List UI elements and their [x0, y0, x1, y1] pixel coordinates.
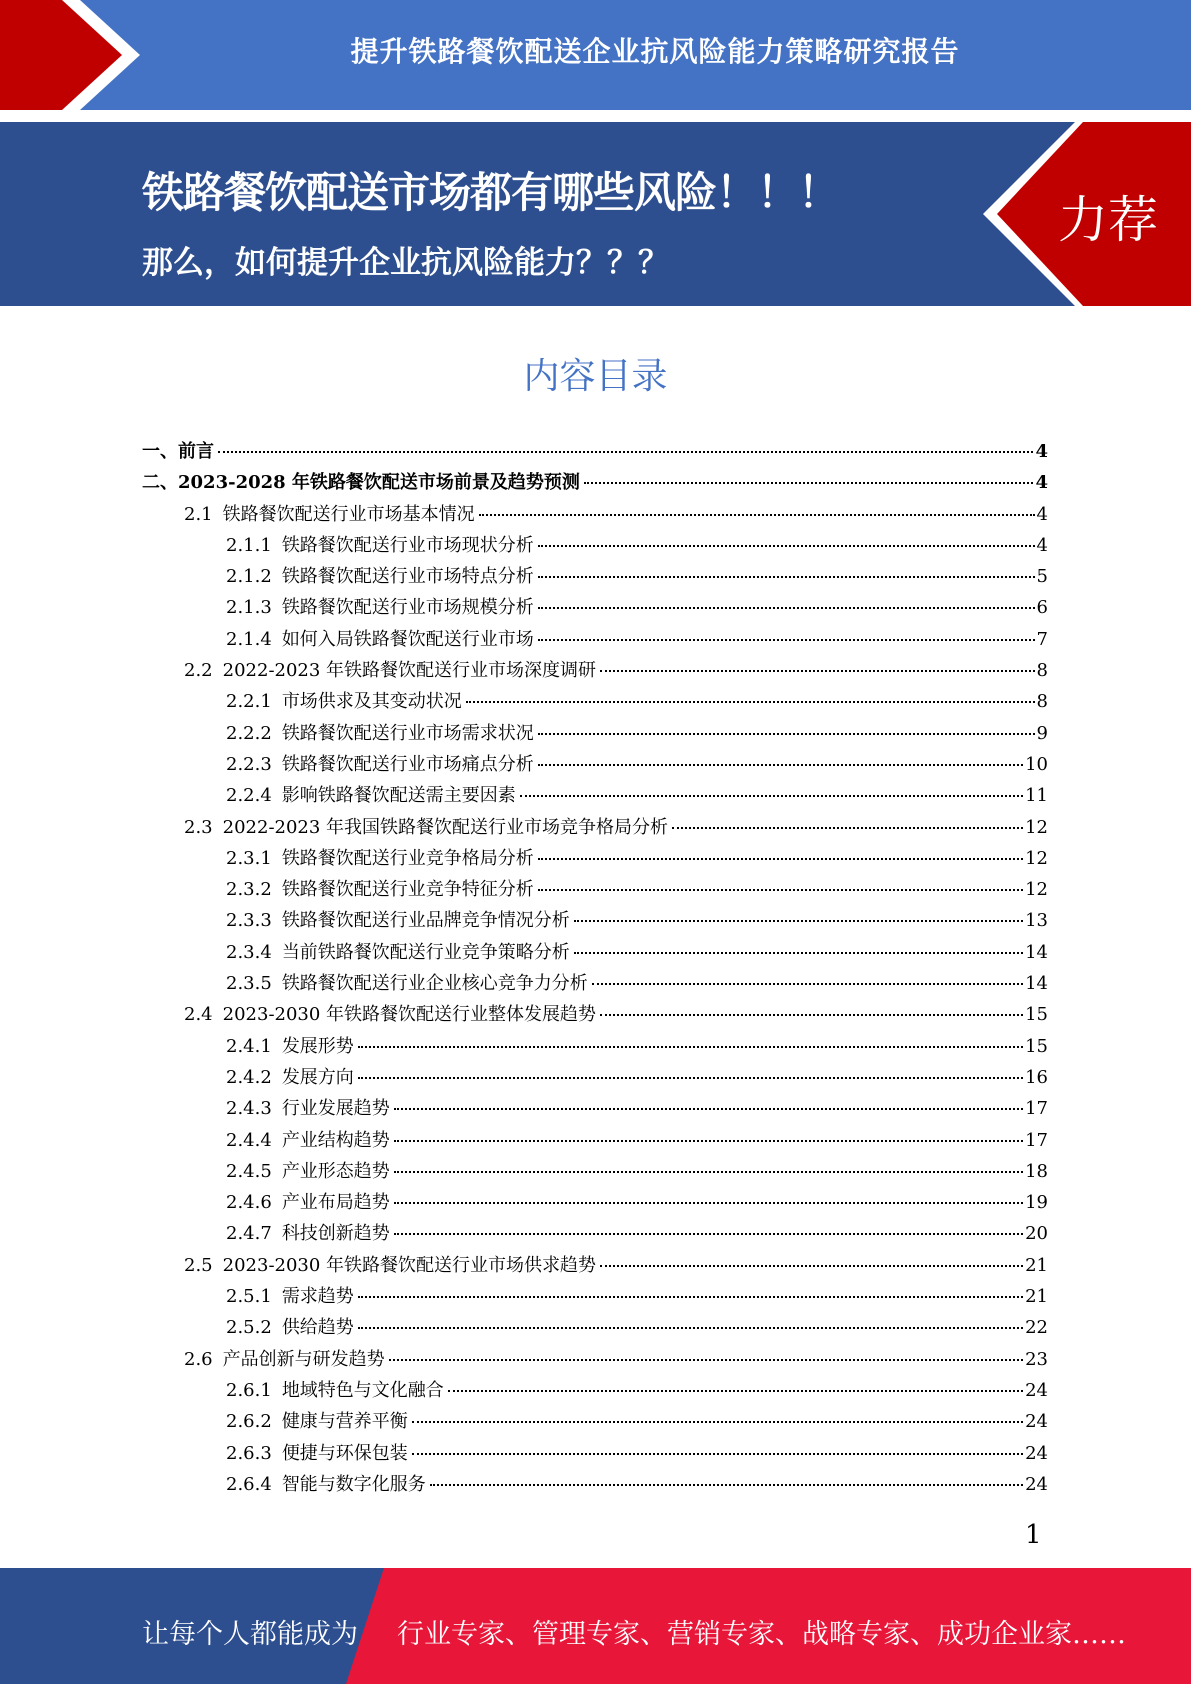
toc-entry-title: 如何入局铁路餐饮配送行业市场 [281, 628, 534, 650]
toc-entry-number: 2.1.2 [226, 566, 272, 588]
toc-dot-leader [394, 1233, 1023, 1235]
toc-entry-number: 2.3.5 [226, 973, 272, 995]
toc-entry-page: 4 [1036, 503, 1048, 525]
toc-entry-title: 影响铁路餐饮配送需主要因素 [281, 785, 516, 807]
toc-dot-leader [448, 1390, 1023, 1392]
toc-entry-title: 铁路餐饮配送行业市场痛点分析 [281, 753, 534, 775]
footer-expert-list: 行业专家、管理专家、营销专家、战略专家、成功企业家…… [397, 1619, 1126, 1650]
toc-entry-title: 发展方向 [281, 1066, 354, 1088]
toc-entry-page: 23 [1025, 1348, 1048, 1370]
toc-entry-number: 2.5.2 [226, 1317, 272, 1339]
toc-dot-leader [389, 1359, 1023, 1361]
toc-entry-page: 5 [1036, 566, 1048, 588]
toc-entry[interactable] [142, 906, 1048, 937]
toc-entry-number: 2.4.7 [226, 1223, 272, 1245]
toc-entry-page: 6 [1036, 597, 1048, 619]
toc-entry-number: 2.1.1 [226, 534, 272, 556]
toc-dot-leader [358, 1327, 1023, 1329]
toc-entry[interactable] [142, 844, 1048, 875]
footer-slogan: 让每个人都能成为 [142, 1619, 358, 1650]
toc-entry-number: 2.6 [184, 1348, 213, 1370]
toc-entry[interactable] [142, 1188, 1048, 1219]
toc-entry-number: 2.5 [184, 1254, 213, 1276]
toc-entry-title: 铁路餐饮配送行业品牌竞争情况分析 [281, 910, 570, 932]
toc-entry-page: 24 [1025, 1379, 1048, 1401]
toc-entry[interactable] [142, 1063, 1048, 1094]
toc-dot-leader [479, 514, 1035, 516]
toc-entry[interactable] [142, 1313, 1048, 1344]
toc-entry-page: 4 [1035, 441, 1048, 462]
toc-entry-title: 铁路餐饮配送行业企业核心竞争力分析 [281, 973, 588, 995]
toc-dot-leader [600, 1265, 1023, 1267]
toc-dot-leader [520, 795, 1023, 797]
toc-entry-title: 2023-2030 年铁路餐饮配送行业市场供求趋势 [222, 1254, 597, 1276]
toc-entry-page: 10 [1025, 753, 1048, 775]
toc-entry-page: 11 [1025, 785, 1048, 807]
toc-entry[interactable] [142, 1032, 1048, 1063]
toc-entry-page: 14 [1025, 941, 1048, 963]
toc-entry[interactable] [142, 468, 1048, 499]
toc-entry-title: 智能与数字化服务 [281, 1473, 426, 1495]
toc-entry-title: 铁路餐饮配送行业竞争特征分析 [281, 879, 534, 901]
recommend-badge: 力荐 [1058, 191, 1158, 249]
toc-dot-leader [538, 733, 1035, 735]
toc-entry-title: 2023-2028 年铁路餐饮配送市场前景及趋势预测 [178, 472, 580, 494]
toc-entry-title: 2023-2030 年铁路餐饮配送行业整体发展趋势 [222, 1004, 597, 1026]
toc-entry-number: 2.6.1 [226, 1379, 272, 1401]
toc-dot-leader [538, 576, 1035, 578]
toc-entry-number: 2.2.3 [226, 753, 272, 775]
toc-entry-title: 铁路餐饮配送行业竞争格局分析 [281, 847, 534, 869]
toc-entry-number: 2.3 [184, 816, 213, 838]
page-number: 1 [1025, 1520, 1042, 1550]
toc-dot-leader [358, 1046, 1023, 1048]
toc-entry[interactable] [142, 1407, 1048, 1438]
toc-entry-page: 24 [1025, 1473, 1048, 1495]
toc-entry[interactable] [142, 781, 1048, 812]
toc-entry-title: 铁路餐饮配送行业市场特点分析 [281, 566, 534, 588]
toc-entry-page: 21 [1025, 1286, 1048, 1308]
toc-entry-title: 发展形势 [281, 1035, 354, 1057]
toc-dot-leader [394, 1202, 1023, 1204]
toc-entry-title: 2022-2023 年铁路餐饮配送行业市场深度调研 [222, 660, 597, 682]
toc-entry-number: 2.6.3 [226, 1442, 272, 1464]
toc-dot-leader [600, 670, 1034, 672]
toc-entry[interactable] [142, 625, 1048, 656]
toc-entry-title: 便捷与环保包装 [281, 1442, 408, 1464]
toc-entry-page: 8 [1036, 691, 1048, 713]
toc-dot-leader [600, 1014, 1023, 1016]
toc-entry[interactable] [142, 1376, 1048, 1407]
toc-entry-number: 2.3.1 [226, 847, 272, 869]
toc-entry-page: 24 [1025, 1442, 1048, 1464]
toc-entry-page: 12 [1025, 847, 1048, 869]
toc-entry-page: 16 [1025, 1066, 1048, 1088]
toc-entry-page: 9 [1036, 722, 1048, 744]
toc-entry-title: 健康与营养平衡 [281, 1411, 408, 1433]
hero-headline: 铁路餐饮配送市场都有哪些风险！！！ [142, 168, 840, 217]
toc-dot-leader [412, 1421, 1023, 1423]
toc-entry-title: 2022-2023 年我国铁路餐饮配送行业市场竞争格局分析 [222, 816, 669, 838]
toc-entry-number: 二、 [142, 472, 178, 494]
toc-entry-page: 4 [1035, 472, 1048, 494]
toc-entry-page: 15 [1025, 1035, 1048, 1057]
toc-entry-number: 2.4.6 [226, 1192, 272, 1214]
toc-entry[interactable] [142, 938, 1048, 969]
toc-entry-page: 17 [1025, 1129, 1048, 1151]
toc-dot-leader [358, 1296, 1023, 1298]
toc-entry[interactable] [142, 1157, 1048, 1188]
toc-entry-number: 2.4.3 [226, 1098, 272, 1120]
toc-entry-number: 2.4.5 [226, 1160, 272, 1182]
toc-entry-page: 20 [1025, 1223, 1048, 1245]
toc-entry-number: 2.2.1 [226, 691, 272, 713]
toc-entry[interactable] [142, 813, 1048, 844]
toc-entry[interactable] [142, 1219, 1048, 1250]
toc-entry-title: 需求趋势 [281, 1286, 354, 1308]
toc-entry-title: 产业布局趋势 [281, 1192, 390, 1214]
toc-dot-leader [538, 545, 1035, 547]
toc-entry[interactable] [142, 969, 1048, 1000]
table-of-contents [142, 437, 1048, 1501]
hero-subheadline: 那么，如何提升企业抗风险能力？？？ [142, 245, 669, 281]
toc-entry[interactable] [142, 500, 1048, 531]
toc-entry-number: 2.4 [184, 1004, 213, 1026]
toc-dot-leader [394, 1140, 1023, 1142]
toc-entry-page: 4 [1036, 534, 1048, 556]
toc-dot-leader [358, 1077, 1023, 1079]
toc-dot-leader [574, 952, 1023, 954]
toc-entry[interactable] [142, 1282, 1048, 1313]
toc-entry-number: 2.4.2 [226, 1066, 272, 1088]
toc-dot-leader [672, 827, 1023, 829]
toc-entry-title: 地域特色与文化融合 [281, 1379, 444, 1401]
toc-dot-leader [430, 1484, 1023, 1486]
toc-dot-leader [592, 983, 1023, 985]
toc-entry-title: 市场供求及其变动状况 [281, 691, 462, 713]
toc-entry-page: 13 [1025, 910, 1048, 932]
toc-entry[interactable] [142, 1251, 1048, 1282]
toc-entry[interactable] [142, 1439, 1048, 1470]
toc-entry-title: 铁路餐饮配送行业市场规模分析 [281, 597, 534, 619]
toc-entry-title: 产业结构趋势 [281, 1129, 390, 1151]
toc-entry-page: 7 [1036, 628, 1048, 650]
toc-entry-title: 铁路餐饮配送行业市场现状分析 [281, 534, 534, 556]
toc-entry[interactable] [142, 1470, 1048, 1501]
toc-dot-leader [218, 451, 1033, 453]
toc-entry[interactable] [142, 1094, 1048, 1125]
toc-entry-number: 2.3.3 [226, 910, 272, 932]
toc-entry[interactable] [142, 562, 1048, 593]
toc-dot-leader [466, 701, 1035, 703]
toc-entry-number: 2.5.1 [226, 1286, 272, 1308]
top-chevron-icon [0, 0, 160, 112]
toc-entry[interactable] [142, 875, 1048, 906]
toc-entry[interactable] [142, 656, 1048, 687]
toc-entry-number: 2.1.3 [226, 597, 272, 619]
toc-entry-title: 铁路餐饮配送行业市场需求状况 [281, 722, 534, 744]
toc-entry-number: 2.6.4 [226, 1473, 272, 1495]
toc-entry-number: 2.4.1 [226, 1035, 272, 1057]
toc-entry-number: 2.2.2 [226, 722, 272, 744]
toc-entry-number: 2.4.4 [226, 1129, 272, 1151]
toc-entry[interactable] [142, 687, 1048, 718]
toc-entry-page: 12 [1025, 816, 1048, 838]
toc-heading: 内容目录 [523, 356, 668, 397]
toc-dot-leader [538, 639, 1035, 641]
toc-entry-page: 21 [1025, 1254, 1048, 1276]
toc-entry[interactable] [142, 1126, 1048, 1157]
toc-entry-page: 24 [1025, 1411, 1048, 1433]
toc-entry[interactable] [142, 531, 1048, 562]
toc-entry-page: 12 [1025, 879, 1048, 901]
toc-dot-leader [538, 858, 1023, 860]
toc-entry-title: 前言 [178, 441, 214, 462]
toc-entry-title: 产品创新与研发趋势 [222, 1348, 385, 1370]
toc-dot-leader [538, 607, 1035, 609]
toc-dot-leader [412, 1453, 1023, 1455]
toc-entry-page: 18 [1025, 1160, 1048, 1182]
toc-entry-title: 产业形态趋势 [281, 1160, 390, 1182]
toc-entry[interactable] [142, 1345, 1048, 1376]
toc-dot-leader [574, 920, 1023, 922]
toc-entry[interactable] [142, 1000, 1048, 1031]
toc-dot-leader [584, 482, 1034, 484]
toc-entry-number: 2.1.4 [226, 628, 272, 650]
toc-dot-leader [394, 1171, 1023, 1173]
toc-entry-page: 14 [1025, 973, 1048, 995]
toc-entry[interactable] [142, 750, 1048, 781]
toc-entry[interactable] [142, 437, 1048, 468]
toc-entry-number: 2.2 [184, 660, 213, 682]
toc-entry-number: 2.3.4 [226, 941, 272, 963]
toc-entry-page: 22 [1025, 1317, 1048, 1339]
toc-entry-number: 2.3.2 [226, 879, 272, 901]
toc-entry-number: 2.2.4 [226, 785, 272, 807]
toc-entry-number: 2.1 [184, 503, 213, 525]
toc-entry-page: 15 [1025, 1004, 1048, 1026]
toc-entry[interactable] [142, 593, 1048, 624]
toc-entry-number: 2.6.2 [226, 1411, 272, 1433]
toc-entry-title: 供给趋势 [281, 1317, 354, 1339]
toc-entry-title: 科技创新趋势 [281, 1223, 390, 1245]
toc-dot-leader [538, 889, 1023, 891]
toc-entry-page: 8 [1036, 660, 1048, 682]
toc-entry-number: 一、 [142, 441, 178, 462]
toc-entry-title: 铁路餐饮配送行业市场基本情况 [222, 503, 475, 525]
toc-entry[interactable] [142, 719, 1048, 750]
report-title: 提升铁路餐饮配送企业抗风险能力策略研究报告 [350, 35, 960, 68]
toc-entry-title: 行业发展趋势 [281, 1098, 390, 1120]
toc-entry-page: 17 [1025, 1098, 1048, 1120]
toc-dot-leader [394, 1108, 1023, 1110]
toc-entry-title: 当前铁路餐饮配送行业竞争策略分析 [281, 941, 570, 963]
toc-entry-page: 19 [1025, 1192, 1048, 1214]
toc-dot-leader [538, 764, 1023, 766]
